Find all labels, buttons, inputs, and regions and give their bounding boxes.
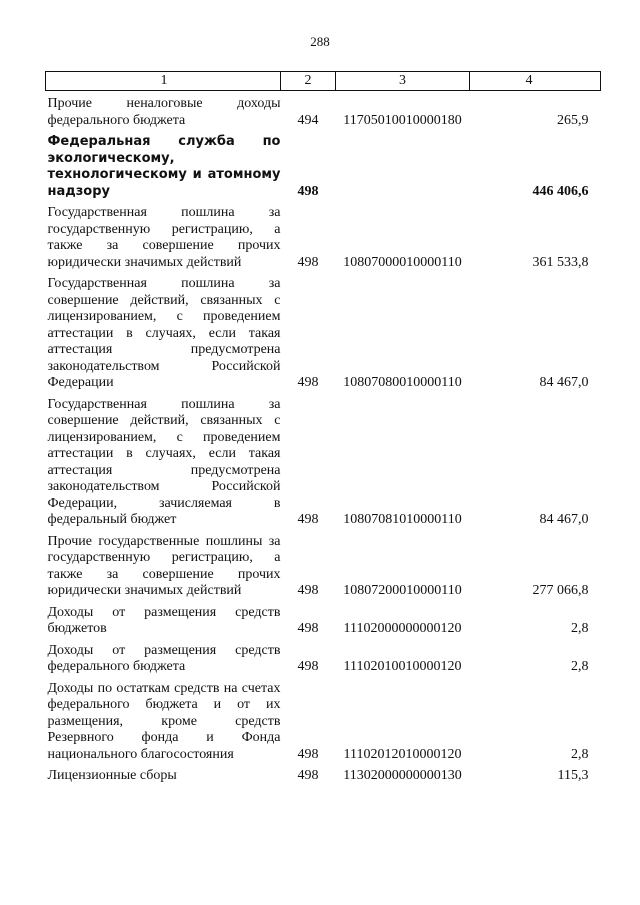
- header-col-1: 1: [46, 72, 281, 91]
- row-amount: 115,3: [557, 768, 589, 783]
- row-budget-class-code: [336, 129, 470, 200]
- header-col-2: 2: [281, 72, 336, 91]
- row-budget-class-code: 11102012010000120: [343, 746, 462, 762]
- row-description: Государственная пошлина за совершение действий, связанных с лицензированием, с проведением аттестации в случаях, если такая аттестация предусмотрена законодательством Российской Федерации: [47, 276, 281, 390]
- row-description: Доходы по остаткам средств на счетах федерального бюджета и от их размещения, кроме средств Резервного фонда и Фонда национального благосостояния: [47, 680, 281, 762]
- row-description: Прочие неналоговые доходы федерального бюджета: [47, 96, 281, 128]
- header-col-4: 4: [470, 72, 601, 91]
- budget-table: [45, 71, 601, 785]
- row-description: Доходы от размещения средств бюджетов: [47, 604, 281, 636]
- page-number: 288: [310, 34, 330, 49]
- row-admin-code: 498: [297, 512, 319, 527]
- row-amount: 2,8: [571, 621, 589, 636]
- row-admin-code: 498: [297, 375, 319, 390]
- row-amount: 277 066,8: [532, 583, 589, 598]
- row-budget-class-code: 11102000000000120: [343, 621, 462, 636]
- row-admin-code: 498: [297, 583, 319, 598]
- row-budget-class-code: 11302000000000130: [343, 768, 462, 783]
- row-budget-class-code: 11705010010000180: [343, 112, 462, 128]
- table-row: [46, 129, 601, 200]
- table-body: [46, 91, 601, 785]
- row-amount: 446 406,6: [532, 183, 589, 199]
- row-amount: 361 533,8: [532, 254, 589, 270]
- row-budget-class-code: 10807200010000110: [343, 583, 462, 598]
- table-header-row: [46, 72, 601, 91]
- table-row: [46, 676, 601, 764]
- row-budget-class-code: 10807081010000110: [343, 512, 462, 527]
- row-admin-code: 498: [297, 659, 319, 674]
- row-amount: 2,8: [571, 746, 589, 762]
- table-row: [46, 529, 601, 600]
- row-description: Доходы от размещения средств федерального бюджета: [47, 642, 281, 674]
- table-row: [46, 271, 601, 392]
- row-description: Государственная пошлина за совершение действий, связанных с лицензированием, с проведением аттестации в случаях, если такая аттестация предусмотрена законодательством Российской Федерации, зачисляемая в федеральный бюджет: [47, 396, 281, 527]
- table-row: [46, 392, 601, 529]
- row-description: Лицензионные сборы: [47, 768, 177, 783]
- header-col-3: 3: [336, 72, 470, 91]
- row-budget-class-code: 10807080010000110: [343, 375, 462, 390]
- row-admin-code: 498: [297, 746, 319, 762]
- table-row: [46, 763, 601, 785]
- row-budget-class-code: 10807000010000110: [343, 254, 462, 270]
- table-row: [46, 638, 601, 676]
- row-admin-code: 494: [297, 112, 319, 128]
- row-admin-code: 498: [297, 768, 319, 783]
- table-row: [46, 600, 601, 638]
- table-row: [46, 200, 601, 271]
- row-description: Государственная пошлина за государственную регистрацию, а также за совершение прочих юридически значимых действий: [47, 205, 281, 270]
- row-amount: 2,8: [571, 659, 589, 674]
- row-description: Федеральная служба по экологическому, технологическому и атомному надзору: [47, 134, 281, 199]
- row-budget-class-code: 11102010010000120: [343, 659, 462, 674]
- row-amount: 84 467,0: [539, 512, 589, 527]
- row-admin-code: 498: [297, 254, 319, 270]
- row-amount: 265,9: [557, 112, 589, 128]
- table-row: [46, 91, 601, 130]
- row-admin-code: 498: [297, 621, 319, 636]
- row-admin-code: 498: [297, 183, 319, 199]
- row-description: Прочие государственные пошлины за государственную регистрацию, а также за совершение прочих юридически значимых действий: [47, 533, 281, 598]
- row-amount: 84 467,0: [539, 375, 589, 390]
